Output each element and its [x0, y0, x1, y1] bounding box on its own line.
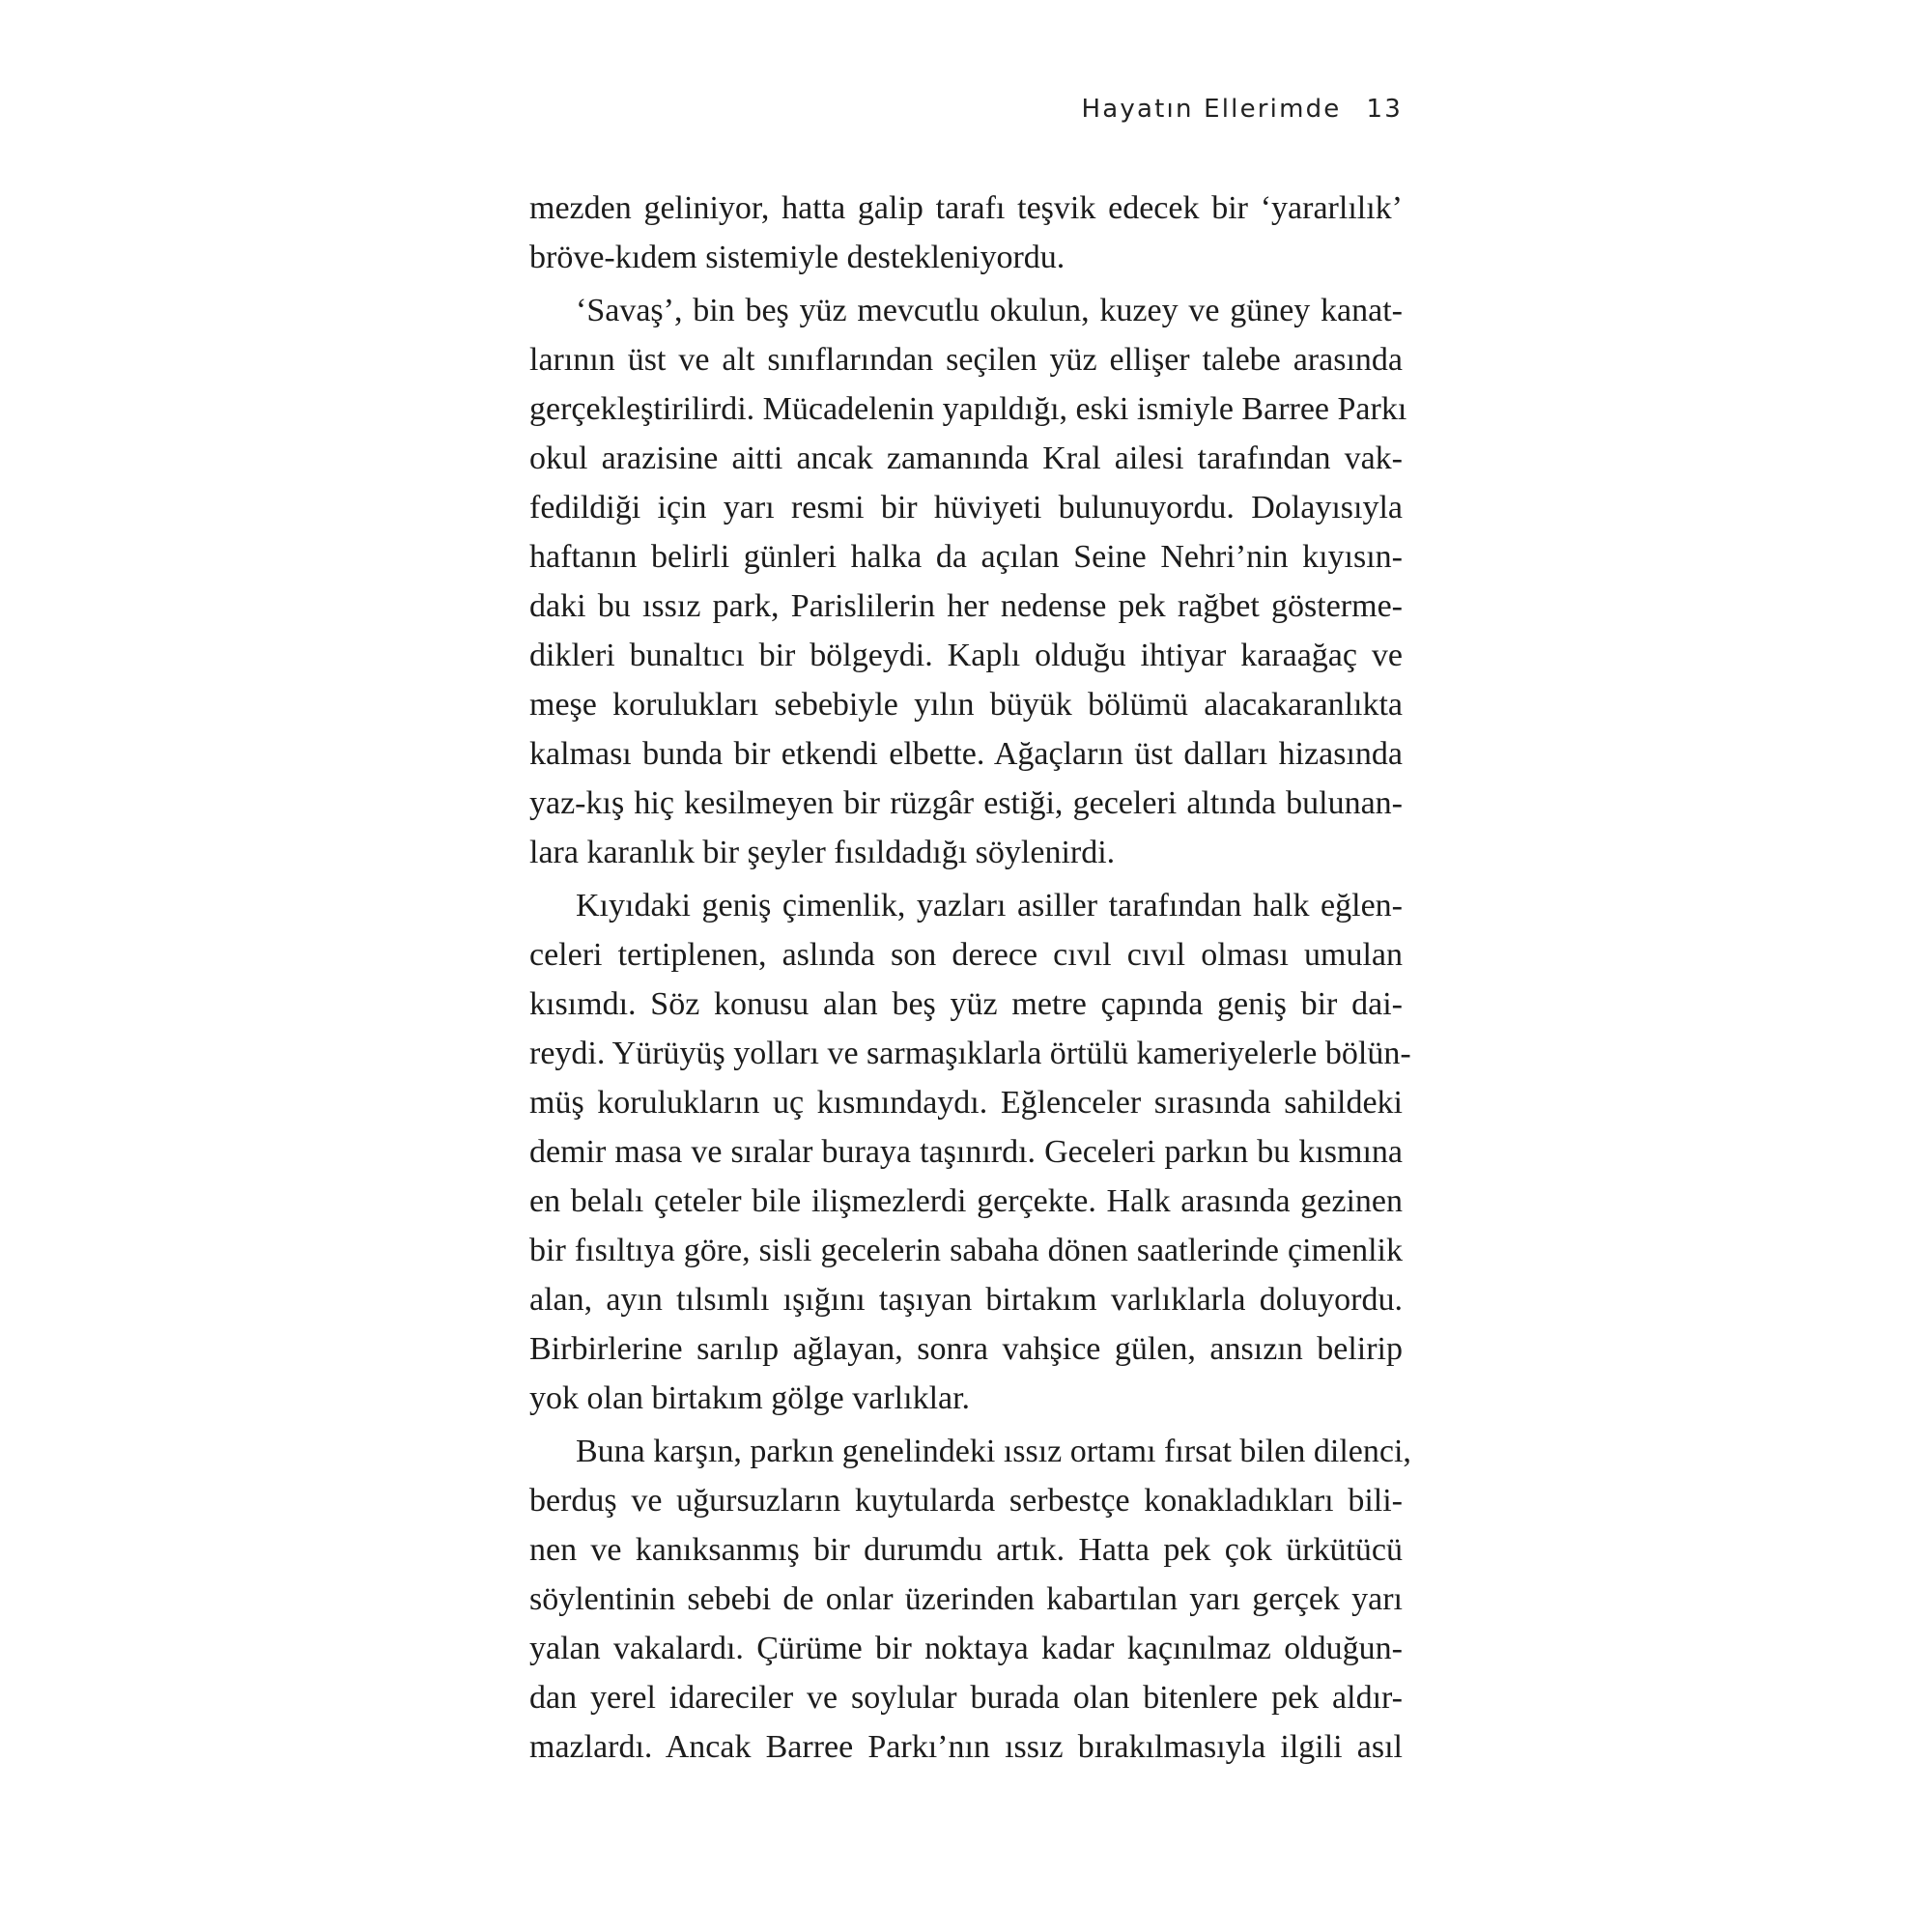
text-line: Birbirlerine sarılıp ağlayan, sonra vahşice gülen, ansızın belirip	[529, 1331, 1403, 1367]
text-line: kalması bunda bir etkendi elbette. Ağaçların üst dalları hizasında	[529, 736, 1403, 772]
text-line: nen ve kanıksanmış bir durumdu artık. Hatta pek çok ürkütücü	[529, 1532, 1403, 1568]
text-line: dikleri bunaltıcı bir bölgeydi. Kaplı olduğu ihtiyar karaağaç ve	[529, 638, 1403, 673]
text-line: en belalı çeteler bile ilişmezlerdi gerçekte. Halk arasında gezinen	[529, 1183, 1403, 1219]
text-line: mezden geliniyor, hatta galip tarafı teşvik edecek bir ‘yararlılık’	[529, 190, 1403, 226]
body-text	[529, 184, 1411, 1776]
text-line: meşe korulukları sebebiyle yılın büyük bölümü alacakaranlıkta	[529, 687, 1403, 723]
paragraph	[529, 286, 1407, 877]
text-line: lara karanlık bir şeyler fısıldadığı söylenirdi.	[529, 835, 1116, 870]
text-line: celeri tertiplenen, aslında son derece cıvıl cıvıl olması umulan	[529, 937, 1403, 973]
text-line: reydi. Yürüyüş yolları ve sarmaşıklarla örtülü kameriyelerle bölün-	[529, 1036, 1411, 1071]
text-line: haftanın belirli günleri halka da açılan Seine Nehri’nin kıyısın-	[529, 539, 1403, 575]
text-line: mazlardı. Ancak Barree Parkı’nın ıssız bırakılmasıyla ilgili asıl	[529, 1729, 1403, 1765]
text-line: dan yerel idareciler ve soylular burada olan bitenlere pek aldır-	[529, 1680, 1403, 1716]
text-line: yaz-kış hiç kesilmeyen bir rüzgâr estiği, geceleri altında bulunan-	[529, 785, 1403, 821]
text-line: daki bu ıssız park, Parislilerin her nedense pek rağbet gösterme-	[529, 588, 1403, 624]
text-line: fedildiği için yarı resmi bir hüviyeti bulunuyordu. Dolayısıyla	[529, 490, 1403, 526]
text-line: larının üst ve alt sınıflarından seçilen yüz ellişer talebe arasında	[529, 342, 1403, 378]
running-title: Hayatın Ellerimde	[1081, 95, 1342, 124]
text-line: alan, ayın tılsımlı ışığını taşıyan birtakım varlıklarla doluyordu.	[529, 1282, 1403, 1318]
text-line: bir fısıltıya göre, sisli gecelerin sabaha dönen saatlerinde çimenlik	[529, 1233, 1403, 1268]
paragraph	[529, 1427, 1411, 1772]
text-line: ‘Savaş’, bin beş yüz mevcutlu okulun, kuzey ve güney kanat-	[576, 293, 1403, 328]
text-line: gerçekleştirilirdi. Mücadelenin yapıldığı, eski ismiyle Barree Parkı	[529, 391, 1407, 427]
text-line: Kıyıdaki geniş çimenlik, yazları asiller tarafından halk eğlen-	[576, 888, 1403, 923]
text-line: demir masa ve sıralar buraya taşınırdı. Geceleri parkın bu kısmına	[529, 1134, 1403, 1170]
text-line: berduş ve uğursuzların kuytularda serbestçe konakladıkları bili-	[529, 1483, 1403, 1519]
text-line: yalan vakalardı. Çürüme bir noktaya kadar kaçınılmaz olduğun-	[529, 1631, 1403, 1666]
paragraph	[529, 184, 1403, 282]
text-line: Buna karşın, parkın genelindeki ıssız ortamı fırsat bilen dilenci,	[576, 1434, 1411, 1469]
page-number: 13	[1366, 95, 1403, 124]
text-line: kısımdı. Söz konusu alan beş yüz metre çapında geniş bir dai-	[529, 986, 1403, 1022]
text-line: söylentinin sebebi de onlar üzerinden kabartılan yarı gerçek yarı	[529, 1581, 1403, 1617]
paragraph	[529, 881, 1411, 1423]
text-line: bröve-kıdem sistemiyle destekleniyordu.	[529, 240, 1065, 275]
text-line: okul arazisine aitti ancak zamanında Kral ailesi tarafından vak-	[529, 440, 1403, 476]
text-line: müş korulukların uç kısmındaydı. Eğlenceler sırasında sahildeki	[529, 1085, 1403, 1121]
text-line: yok olan birtakım gölge varlıklar.	[529, 1380, 971, 1416]
running-header	[1082, 95, 1403, 124]
